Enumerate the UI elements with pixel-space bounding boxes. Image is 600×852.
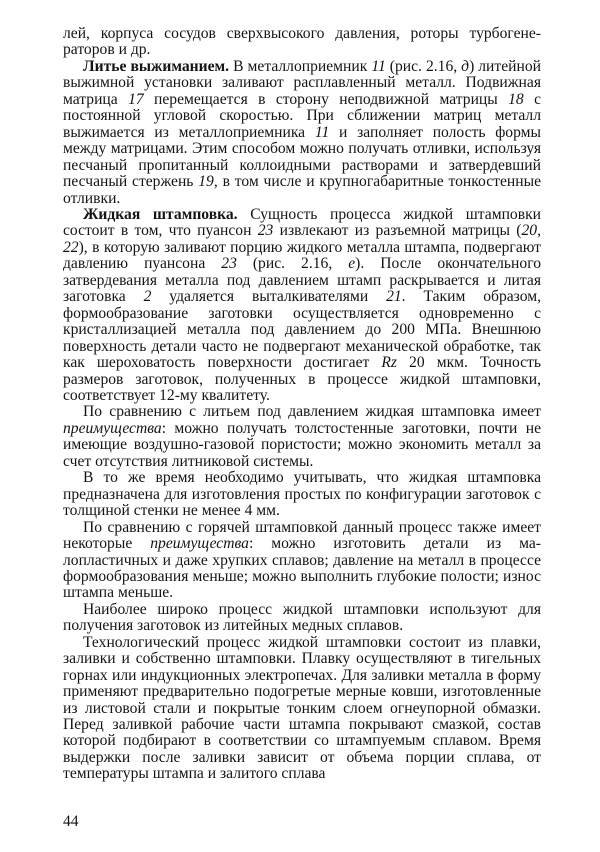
paragraph bbox=[63, 59, 541, 207]
paragraph bbox=[63, 26, 541, 59]
body-text: ) литейной выжимной установки заливают расплавленный металл. Подвижная матрица bbox=[63, 57, 541, 108]
page-number: 44 bbox=[63, 813, 79, 830]
body-text: Наиболее широко процесс жидкой штамповки используют для получения заготовок из литейных медных сплавов. bbox=[63, 600, 541, 635]
body-text: перемещается в сторону неподвижной матрицы bbox=[143, 90, 509, 108]
paragraph bbox=[63, 207, 541, 404]
italic-text: 2 bbox=[143, 288, 152, 306]
paragraph bbox=[63, 520, 541, 602]
italic-text: преимущества bbox=[150, 535, 249, 553]
body-text: По сравнению с литьем под давлением жидкая штамповка имеет bbox=[83, 403, 541, 421]
italic-text: 17 bbox=[128, 90, 144, 108]
italic-text: 11 bbox=[314, 123, 330, 141]
paragraph bbox=[63, 470, 541, 519]
section-run-in-heading: Литье выжиманием. bbox=[83, 57, 230, 75]
body-text: извлекают из разъемной матрицы ( bbox=[273, 222, 522, 240]
body-text: , в том числе и крупногабаритные тонкостенные отливки. bbox=[63, 173, 541, 207]
paragraph bbox=[63, 404, 541, 470]
body-text: : можно изготовить детали из малопластичных и даже хрупких сплавов; давление на металл в процессе формообразования меньше; можно выполнить глубокие полости; износ штампа меньше. bbox=[63, 535, 541, 602]
paragraph bbox=[63, 602, 541, 635]
italic-text: 18 bbox=[508, 90, 524, 108]
italic-text: 23 bbox=[221, 255, 237, 273]
body-text: : можно получать толстостенные заготовки, почти не имеющие воздушно-газовой пористости; можно экономить металл за счет отсутствия литниковой системы. bbox=[63, 419, 541, 470]
body-text: Сущность процесса жидкой штамповки состоит в том, что пуансон bbox=[63, 205, 541, 240]
italic-text: е bbox=[348, 255, 356, 273]
body-text: ), в которую заливают порцию жидкого металла штампа, подвергают давлению пуансона bbox=[63, 238, 541, 273]
italic-text: 11 bbox=[371, 57, 386, 75]
italic-text: 19 bbox=[198, 173, 214, 191]
italic-text: 23 bbox=[257, 222, 274, 240]
italic-text: д bbox=[461, 57, 470, 75]
body-text: . Таким образом, формообразование заготовки осуществляется одновременно с кристаллизацией металла под давлением до 200 МПа. Внешнюю поверхность детали часто не подвергают механической обработке, так как шероховатость поверхности достигает bbox=[63, 288, 541, 372]
body-text: В металлоприемник bbox=[229, 57, 372, 75]
body-text: (рис. 2.16, bbox=[236, 255, 349, 273]
body-text: По сравнению с горячей штамповкой данный процесс также имеет некоторые bbox=[63, 518, 541, 553]
body-text: 20 мкм. Точность размеров заготовок, полученных в процессе жидкой штамповки, соответствует 12-му квалитету. bbox=[63, 354, 541, 404]
italic-text: 21 bbox=[386, 288, 402, 306]
italic-text: Rz bbox=[381, 354, 397, 372]
body-text: и заполняет полость формы между матрицами. Этим способом можно получать отливки, используя песчаный пропитанный коллоидными растворами и затвердевший песчаный стержень bbox=[63, 123, 541, 191]
page-body bbox=[63, 26, 541, 783]
body-text: В то же время необходимо учитывать, что жидкая штамповка предназначена для изготовления простых по конфигурации заготовок с толщиной стенки не менее 4 мм. bbox=[63, 469, 541, 520]
body-text: (рис. 2.16, bbox=[385, 57, 462, 75]
body-text: Технологический процесс жидкой штамповки состоит из плавки, заливки и собственно штамповки. Плавку осуществляют в тигельных горнах или индукционных электропечах. Для заливки металла в форму применяют предварительно подогретые мерные ковши, изготовленные из листовой стали и покрытые тонким слоем огнеупорной обмазки. Перед заливкой рабочие части штампа покрывают смазкой, состав которой подбирают в соответствии со штампуемым сплавом. Время выдержки после заливки зависит от объема порции сплава, от температуры штампа и залитого сплава bbox=[63, 633, 541, 783]
body-text: лей, корпуса сосудов сверхвысокого давления, роторы турбогенераторов и др. bbox=[63, 25, 541, 59]
body-text: удаляется выталкивателями bbox=[151, 288, 387, 306]
body-text: с постоянной угловой скоростью. При сближении матриц металл выжимается из металлоприемника bbox=[63, 90, 541, 141]
body-text: ). После окончательного затвердевания металла под давлением штамп раскрывается и литая заготовка bbox=[63, 255, 541, 306]
italic-text: преимущества bbox=[63, 419, 162, 437]
italic-text: 20, 22 bbox=[63, 222, 541, 256]
section-run-in-heading: Жидкая штамповка. bbox=[83, 205, 238, 223]
paragraph bbox=[63, 635, 541, 783]
